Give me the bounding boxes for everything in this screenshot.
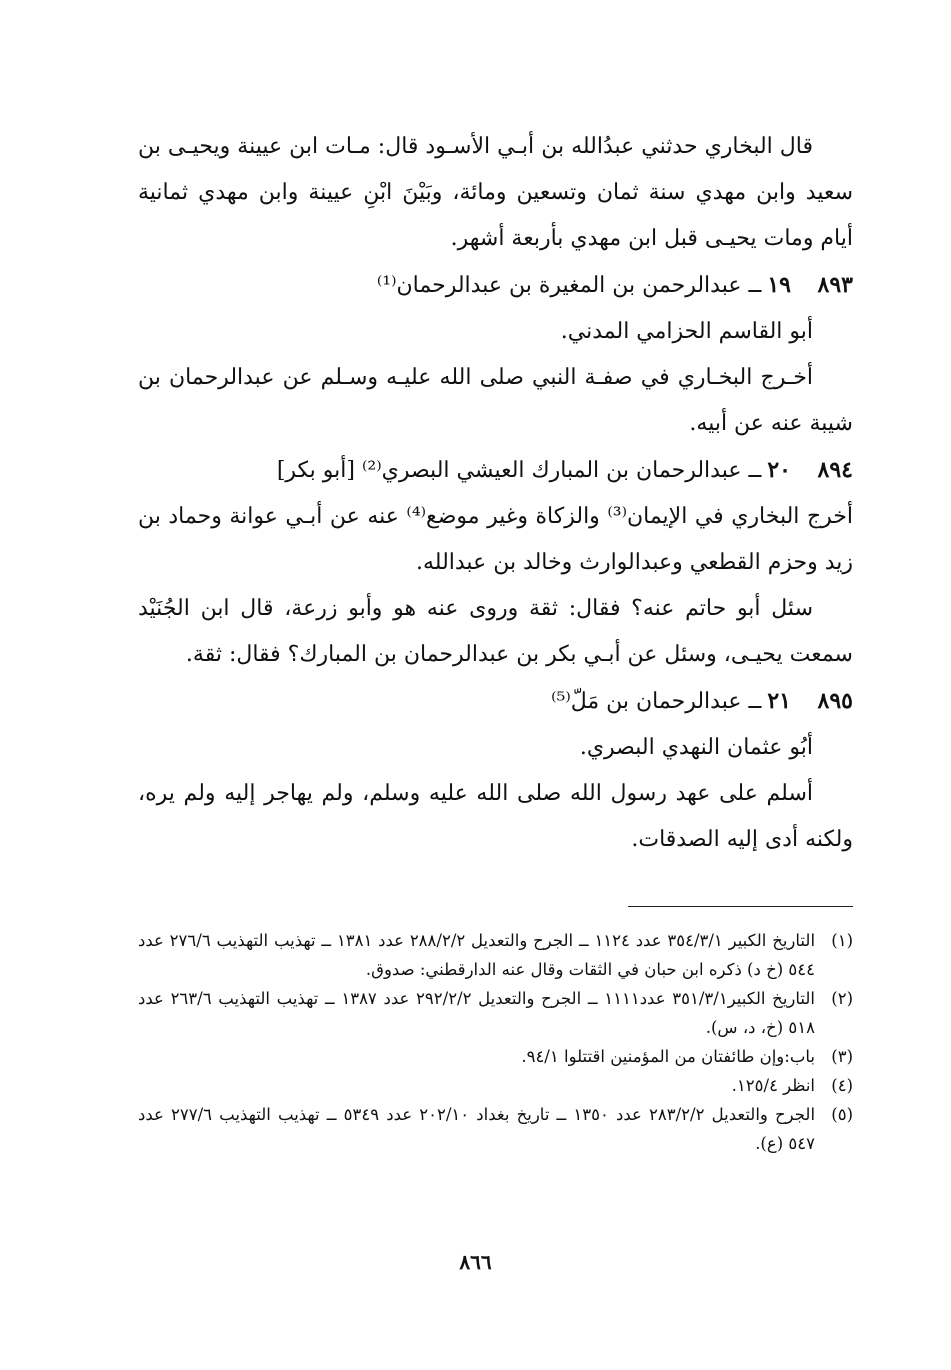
footnote-marker: (٤) <box>831 1076 853 1095</box>
footnote-divider <box>628 906 853 907</box>
entry-name: ــ عبدالرحمن بن المغيرة بن عبدالرحمان⁽¹⁾ <box>376 273 762 298</box>
entry-paragraph-893: أخـرج البخـاري في صفـة النبي صلى الله عليـه وسـلم عن عبدالرحمان بن شيبة عنه عن أبيه. <box>138 365 853 436</box>
footnote-marker: (٥) <box>831 1105 853 1124</box>
footnote-text: التاريخ الكبير٣٥١/٣/١ عدد١١١١ ــ الجرح والتعديل ٢٩٢/٢/٢ عدد ١٣٨٧ ــ تهذيب التهذيب ٢٦٣/٦ عدد ٥١٨ (خ، د، س). <box>138 989 815 1037</box>
entry-number: ٨٩٣ <box>817 272 853 298</box>
entry-name: ــ عبدالرحمان بن المبارك العيشي البصري⁽²⁾ [أبو بكر] <box>276 458 762 483</box>
entry-heading-895 <box>138 678 853 725</box>
footnote-text: الجرح والتعديل ٢٨٣/٢/٢ عدد ١٣٥٠ ــ تاريخ بغداد ٢٠٢/١٠ عدد ٥٣٤٩ ــ تهذيب التهذيب ٢٧٧/٦ عدد ٥٤٧ (ع). <box>138 1105 816 1153</box>
footnote-text: التاريخ الكبير ٣٥٤/٣/١ عدد ١١٢٤ ــ الجرح والتعديل ٢٨٨/٢/٢ عدد ١٣٨١ ــ تهذيب التهذيب ٢٧٦/٦ عدد ٥٤٤ (خ د) ذكره ابن حبان في الثقات وقال عنه الدارقطني: صدوق. <box>138 931 816 979</box>
page-number: ٨٦٦ <box>459 1250 492 1274</box>
footnote-1 <box>138 926 853 984</box>
main-text <box>138 124 853 863</box>
entry-heading-893 <box>138 262 853 309</box>
footnote-5 <box>138 1100 853 1158</box>
paragraph-intro: قال البخاري حدثني عبدُالله بن أبـي الأسـود قال: مـات ابن عيينة ويحيـى بن سعيد وابن مهدي سنة ثمان وتسعين ومائة، وبَيْنَ ابْنِ عيينة وابن مهدي ثمانية أيام ومات يحيـى قبل ابن مهدي بأربعة أشهر. <box>138 134 853 251</box>
footnote-text: انظر ١٢٥/٤. <box>731 1076 815 1095</box>
entry-sequence: ١٩ <box>767 272 791 298</box>
entry-number: ٨٩٥ <box>817 688 853 714</box>
footnotes <box>138 926 853 1158</box>
entry-paragraph-894-a: أخرج البخاري في الإيمان⁽³⁾ والزكاة وغير موضع⁽⁴⁾ عنه عن أبـي عوانة وحماد بن زيد وحزم القطعي وعبدالوارث وخالد بن عبدالله. <box>138 504 853 575</box>
entry-sequence: ٢١ <box>767 688 791 714</box>
entry-name: ــ عبدالرحمان بن مَلّ⁽⁵⁾ <box>551 689 762 714</box>
entry-kunya-895: أبُو عثمان النهدي البصري. <box>579 735 813 760</box>
entry-heading-894 <box>138 447 853 494</box>
entry-sequence: ٢٠ <box>767 457 791 483</box>
footnote-marker: (٣) <box>831 1047 853 1066</box>
footnote-marker: (١) <box>831 931 853 950</box>
entry-number: ٨٩٤ <box>817 457 853 483</box>
footnote-4 <box>138 1071 853 1100</box>
footnote-text: باب:وإن طائفتان من المؤمنين اقتتلوا ٩٤/١. <box>521 1047 815 1066</box>
footnote-2 <box>138 984 853 1042</box>
footnote-3 <box>138 1042 853 1071</box>
entry-kunya-893: أبو القاسم الحزامي المدني. <box>560 319 813 344</box>
entry-paragraph-894-b: سئل أبو حاتم عنه؟ فقال: ثقة وروى عنه هو وأبو زرعة، قال ابن الجُنَيْد سمعت يحيـى، وسئل عن أبـي بكر بن عبدالرحمان بن المبارك؟ فقال: ثقة. <box>138 596 853 667</box>
footnote-marker: (٢) <box>831 989 853 1008</box>
entry-paragraph-895: أسلم على عهد رسول الله صلى الله عليه وسلم، ولم يهاجر إليه ولم يره، ولكنه أدى إليه الصدقات. <box>138 781 853 852</box>
